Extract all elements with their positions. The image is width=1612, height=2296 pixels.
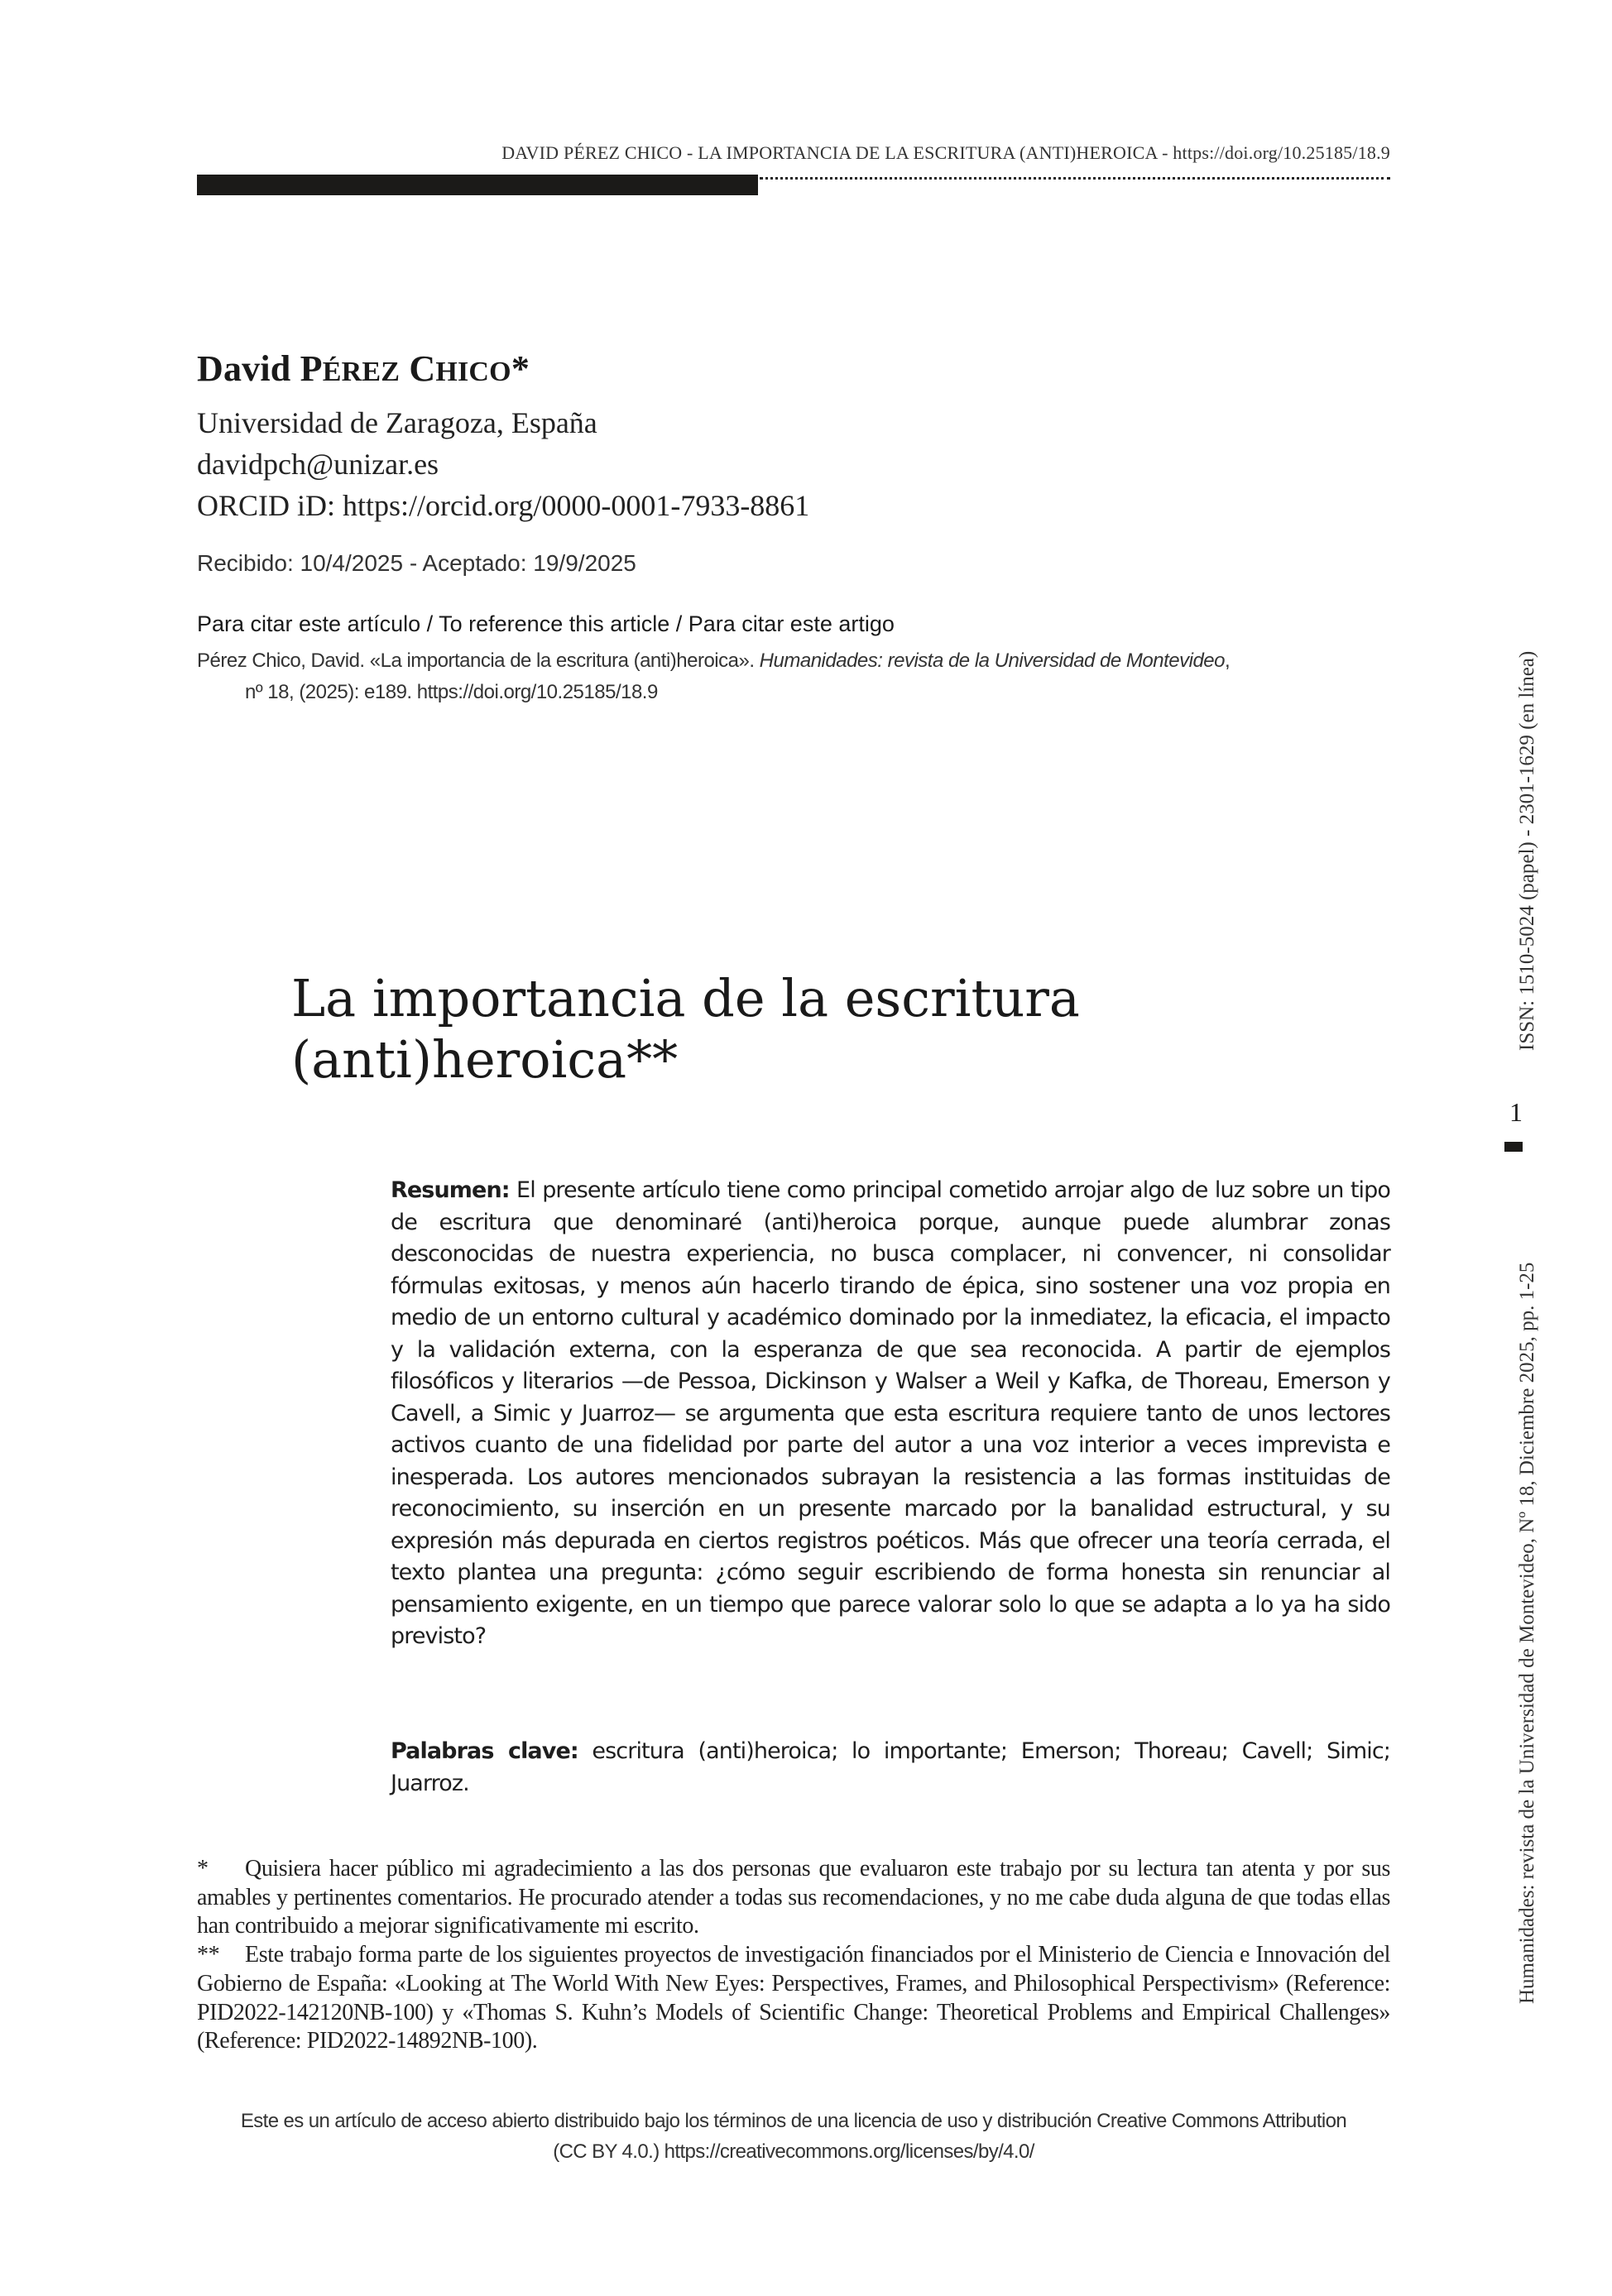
footnote-2 — [197, 1941, 1390, 2056]
author-footnote-mark[interactable]: * — [511, 348, 530, 389]
header-black-bar — [197, 175, 758, 195]
page-marker-block — [1504, 1142, 1523, 1152]
citation-authors-title: Pérez Chico, David. «La importancia de la escritura (anti)heroica». — [197, 649, 760, 672]
author-email[interactable]: davidpch@unizar.es — [197, 448, 439, 481]
article-title-line-2: (anti)heroica** — [291, 1029, 679, 1090]
received-accepted-dates: Recibido: 10/4/2025 - Aceptado: 19/9/2025 — [197, 550, 636, 576]
citation-text — [197, 645, 1389, 708]
citation-journal: Humanidades: revista de la Universidad de Montevideo — [759, 649, 1225, 672]
author-name — [197, 348, 530, 390]
side-journal-info: Humanidades: revista de la Universidad de Montevideo, Nº 18, Diciembre 2025, pp. 1-25 — [1516, 1262, 1538, 2004]
citation-issue-doi[interactable]: nº 18, (2025): e189. https://doi.org/10.25185/18.9 — [245, 681, 658, 703]
abstract-text: El presente artículo tiene como principal cometido arrojar algo de luz sobre un tipo de escritura que denominaré (anti)heroica porque, aunque puede alumbrar zonas desconocidas de nuestra experiencia, no busca complacer, ni convencer, ni consolidar fórmulas exitosas, y menos aún hacerlo tirando de épica, sino sostener una voz propia en medio de un entorno cultural y académico dominado por la inmediatez, la eficacia, el impacto y la validación externa, con la esperanza de que sea reconocida. A partir de ejemplos filosóficos y literarios —de Pessoa, Dickinson y Walser a Weil y Kafka, de Thoreau, Emerson y Cavell, a Simic y Juarroz— se argumenta que esta escritura requiere tanto de unos lectores activos cuanto de una fidelidad por parte del autor a una voz interior a veces imprevista e inesperada. Los autores mencionados subrayan la resistencia a las formas instituidas de reconocimiento, su inserción en un presente marcado por la banalidad estructural, y su expresión más depurada en ciertos registros poéticos. Más que ofrecer una teoría cerrada, el texto plantea una pregunta: ¿cómo seguir escribiendo de forma honesta sin renunciar al pensamiento exigente, en un tiempo que parece valorar solo lo que se adapta a lo ya ha sido previsto? — [391, 1177, 1390, 1649]
author-affiliation: Universidad de Zaragoza, España — [197, 406, 597, 439]
footnote-2-mark: ** — [197, 1942, 220, 1968]
footnote-1 — [197, 1855, 1390, 1941]
author-orcid[interactable]: ORCID iD: https://orcid.org/0000-0001-7933-8861 — [197, 489, 810, 522]
author-first-name: David — [197, 348, 300, 389]
keywords — [391, 1736, 1390, 1800]
abstract — [391, 1175, 1390, 1653]
citation-heading: Para citar este artículo / To reference this article / Para citar este artigo — [197, 611, 895, 636]
footnote-2-text: Este trabajo forma parte de los siguientes proyectos de investigación financiados por el Ministerio de Ciencia e Innovación del Gobierno de España: «Looking at The World With New Eyes: Perspectives, Frames, and Philosophical Perspectivism» (Reference: PID2022-142120NB-100) y «Thomas S. Kuhn’s Models of Scientific Change: Theoretical Problems and Empirical Challenges» (Reference: PID2022-14892NB-100). — [197, 1942, 1390, 2054]
side-issn: ISSN: 1510-5024 (papel) - 2301-1629 (en línea) — [1516, 650, 1538, 1051]
author-surname-initial-2: C — [400, 348, 436, 389]
footnote-1-mark: * — [197, 1856, 209, 1881]
article-title-line-1: La importancia de la escritura — [291, 968, 1080, 1028]
article-title — [291, 968, 1284, 1090]
abstract-label: Resumen: — [391, 1177, 510, 1203]
license-line-2[interactable]: (CC BY 4.0.) https://creativecommons.org/licenses/by/4.0/ — [553, 2140, 1034, 2163]
header-dotted-rule — [760, 177, 1390, 180]
license-notice — [197, 2106, 1390, 2167]
keywords-label: Palabras clave: — [391, 1738, 578, 1764]
citation-comma: , — [1225, 649, 1231, 672]
author-surname-rest-1: ÉREZ — [322, 357, 401, 387]
footnote-1-text: Quisiera hacer público mi agradecimiento a las dos personas que evaluaron este trabajo por su lectura tan atenta y por sus amables y pertinentes comentarios. He procurado atender a todas sus recomendaciones, y no me cabe duda alguna de que todas ellas han contribuido a mejorar significativamente mi escrito. — [197, 1856, 1390, 1939]
author-surname-rest-2: HICO — [435, 357, 511, 387]
license-line-1: Este es un artículo de acceso abierto distribuido bajo los términos de una licencia de uso y distribución Creative Commons Attribution — [240, 2110, 1347, 2132]
keywords-text: escritura (anti)heroica; lo importante; Emerson; Thoreau; Cavell; Simic; Juarroz. — [391, 1738, 1390, 1796]
author-surname-initial-1: P — [300, 348, 323, 389]
running-header: DAVID PÉREZ CHICO - LA IMPORTANCIA DE LA ESCRITURA (ANTI)HEROICA - https://doi.org/10.25185/18.9 — [501, 142, 1390, 163]
footnotes — [197, 1855, 1390, 2056]
page-number: 1 — [1509, 1097, 1523, 1127]
